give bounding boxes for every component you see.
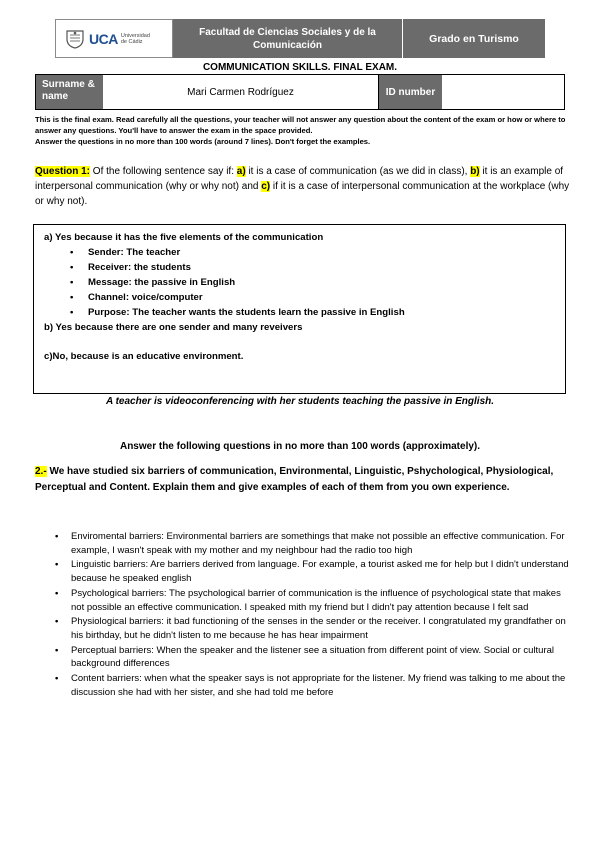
question-2-text: We have studied six barriers of communication, Environmental, Linguistic, Pshychological, Physiological, Perceptual and Content. Explain them and give examples of each of them from you own experience. bbox=[35, 466, 554, 493]
question-2-label: 2.- bbox=[35, 466, 47, 477]
surname-label: Surname & name bbox=[36, 75, 103, 109]
question-1-b-marker: b) bbox=[470, 166, 480, 177]
question-1-text-4: if it is a case of interpersonal communication at the workplace (why or why not). bbox=[35, 181, 570, 207]
question-1-a-marker: a) bbox=[236, 166, 246, 177]
crest-icon bbox=[64, 28, 86, 50]
scenario-caption: A teacher is videoconferencing with her students teaching the passive in English. bbox=[105, 396, 495, 407]
question-2 bbox=[35, 464, 565, 495]
id-field[interactable] bbox=[442, 75, 564, 109]
list-item: • Physiological barriers: it bad functioning of the senses in the sender or the receiver. I congratulated my grandfather on his birthday, but he didn't listen to me because he has hear impairment bbox=[55, 615, 570, 642]
section-subheading: Answer the following questions in no more than 100 words (approximately). bbox=[119, 441, 481, 452]
exam-title: COMMUNICATION SKILLS. FINAL EXAM. bbox=[202, 62, 398, 73]
communication-elements-list bbox=[44, 245, 555, 320]
question-1-label: Question 1: bbox=[35, 166, 91, 177]
list-item: • Enviromental barriers: Environmental barriers are somethings that make not possible an effective communication. For example, I wasn't speak with my mother and my neighbour had the radio too high bbox=[55, 530, 570, 557]
document-header bbox=[55, 19, 545, 58]
question-1-text-1: Of the following sentence say if: bbox=[90, 166, 237, 177]
list-item: • Message: the passive in English bbox=[70, 275, 555, 290]
question-1-text-2: it is a case of communication (as we did in class), bbox=[245, 166, 471, 177]
answer-1-a: a) Yes because it has the five elements of the communication bbox=[44, 232, 324, 243]
list-item: • Receiver: the students bbox=[70, 260, 555, 275]
list-item: • Channel: voice/computer bbox=[70, 290, 555, 305]
list-item: • Sender: The teacher bbox=[70, 245, 555, 260]
barriers-answer-list bbox=[55, 530, 570, 700]
instructions-line-1: This is the final exam. Read carefully all the questions, your teacher will not answer any question about the content of the exam or how or where to answer any questions. You'll have to answer the exam in the space provided. bbox=[35, 115, 566, 135]
name-field[interactable]: Mari Carmen Rodríguez bbox=[103, 75, 379, 109]
list-item: • Content barriers: when what the speaker says is not appropriate for the listener. My friend was talking to me about the discussion she had with her sister, and she had told me before bbox=[55, 672, 570, 699]
logo-wordmark: UCA bbox=[89, 30, 118, 47]
id-label: ID number bbox=[379, 75, 442, 109]
list-item: • Perceptual barriers: When the speaker and the listener see a situation from different point of view. Social or cultural background differences bbox=[55, 644, 570, 671]
faculty-name: Facultad de Ciencias Sociales y de la Comunicación bbox=[173, 19, 403, 58]
logo-subtext: Universidad de Cádiz bbox=[120, 32, 150, 45]
exam-instructions bbox=[35, 114, 575, 147]
answer-1-box[interactable] bbox=[33, 224, 566, 394]
student-info-row bbox=[35, 74, 565, 110]
question-1 bbox=[35, 164, 570, 209]
answer-1-b: b) Yes because there are one sender and many reveivers bbox=[44, 322, 303, 333]
list-item: • Psychological barriers: The psychological barrier of communication is the influence of psychological state that makes not possible an effective communication. I speaked mith my friend but I didn't pay attention because I felt sad bbox=[55, 587, 570, 614]
instructions-line-2: Answer the questions in no more than 100 words (around 7 lines). Don't forget the examples. bbox=[35, 137, 371, 146]
question-1-c-marker: c) bbox=[261, 181, 271, 192]
list-item: • Purpose: The teacher wants the students learn the passive in English bbox=[70, 305, 555, 320]
university-logo bbox=[55, 19, 173, 58]
question-1-text-3: it is an example of interpersonal communication (why or why not) and bbox=[35, 166, 564, 192]
list-item: • Linguistic barriers: Are barriers derived from language. For example, a tourist asked me for help but I didn't understand because he speaked english bbox=[55, 558, 570, 585]
answer-1-c: c)No, because is an educative environment. bbox=[44, 351, 244, 362]
degree-name: Grado en Turismo bbox=[403, 19, 545, 58]
